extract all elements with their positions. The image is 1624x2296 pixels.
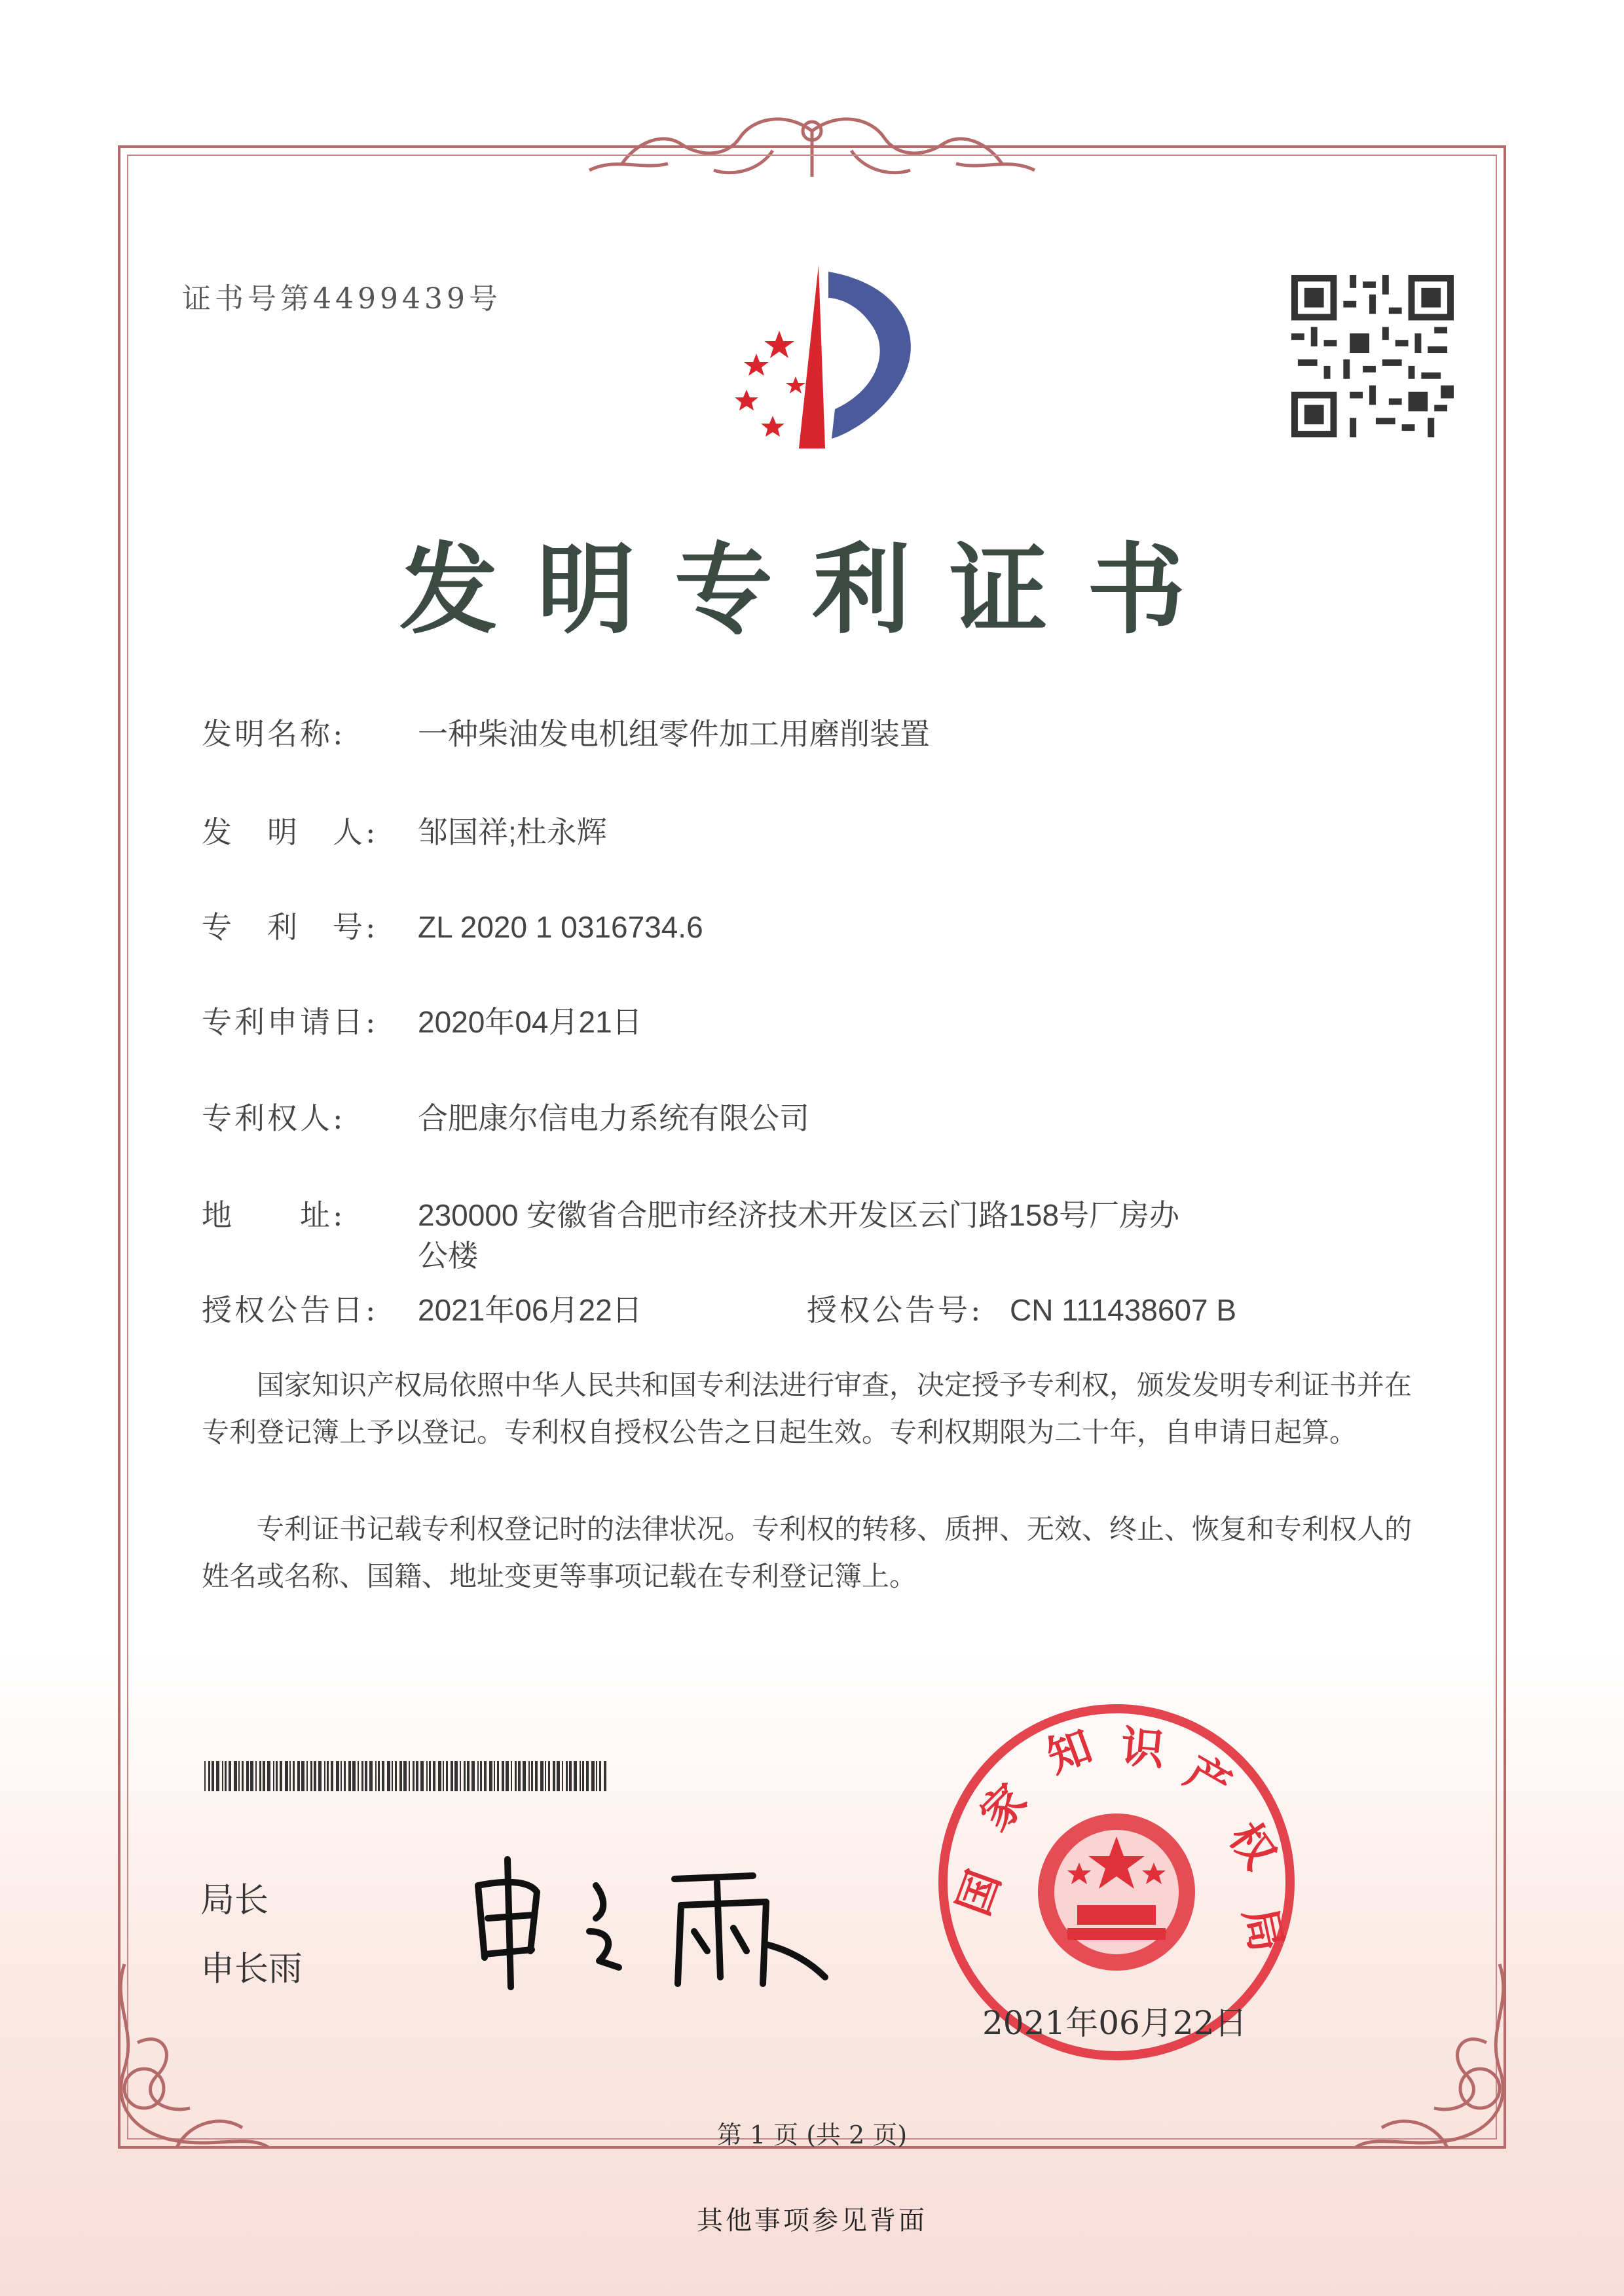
field-value: 一种柴油发电机组零件加工用磨削装置 <box>418 717 930 751</box>
patent-office-logo <box>688 259 936 455</box>
field-value: 2021年06月22日 <box>418 1293 642 1327</box>
field-value: 邹国祥;杜永辉 <box>418 815 607 849</box>
svg-text:权: 权 <box>1219 1813 1285 1878</box>
svg-text:局: 局 <box>1234 1903 1293 1956</box>
field-label: 授权公告号: <box>807 1292 984 1328</box>
field-label: 专 利 号: <box>202 909 378 945</box>
field-value: 公楼 <box>418 1239 478 1273</box>
qr-code <box>1291 275 1454 437</box>
field-value: 2020年04月21日 <box>418 1005 642 1039</box>
director-name: 申长雨 <box>200 1950 303 1989</box>
certificate-number: 证书号第4499439号 <box>182 282 502 316</box>
field-label: 发明名称: <box>202 716 346 752</box>
field-label: 地 址: <box>202 1197 346 1233</box>
field-inventor <box>202 809 607 852</box>
svg-text:识: 识 <box>1118 1721 1167 1776</box>
field-label: 专利申请日: <box>202 1004 378 1040</box>
statement-paragraph-2: 专利证书记载专利权登记时的法律状况。专利权的转移、质押、无效、终止、恢复和专利权人的姓名或名称、国籍、地址变更等事项记载在专利登记簿上。 <box>202 1513 1412 1592</box>
seal-date: 2021年06月22日 <box>982 2004 1247 2042</box>
field-announcement-number <box>807 1286 1236 1330</box>
footer-note: 其他事项参见背面 <box>697 2206 927 2236</box>
field-value: CN 111438607 B <box>1010 1293 1237 1327</box>
field-value: ZL 2020 1 0316734.6 <box>418 910 703 944</box>
field-patentee <box>202 1095 809 1138</box>
field-value: 合肥康尔信电力系统有限公司 <box>418 1101 809 1135</box>
field-label: 授权公告日: <box>202 1292 378 1328</box>
field-application-date <box>202 998 642 1042</box>
statement-paragraph-1: 国家知识产权局依照中华人民共和国专利法进行审查，决定授予专利权，颁发发明专利证书并在专利登记簿上予以登记。专利权自授权公告之日起生效。专利权期限为二十年，自申请日起算。 <box>202 1369 1412 1448</box>
field-grant-date <box>202 1286 642 1330</box>
field-label: 发 明 人: <box>202 814 378 850</box>
field-address-continued <box>418 1232 478 1275</box>
field-label: 专利权人: <box>202 1101 346 1136</box>
certificate-title: 发明专利证书 <box>399 534 1225 647</box>
field-address <box>202 1192 1179 1235</box>
director-signature <box>458 1846 838 1997</box>
svg-text:国: 国 <box>948 1864 1010 1922</box>
svg-text:家: 家 <box>970 1774 1037 1841</box>
svg-text:产: 产 <box>1177 1746 1240 1812</box>
svg-text:知: 知 <box>1041 1721 1099 1783</box>
field-patent-number <box>202 903 703 947</box>
page-number: 第 1 页 (共 2 页) <box>716 2121 908 2149</box>
director-title: 局长 <box>200 1881 269 1920</box>
barcode <box>204 1761 610 1791</box>
field-value: 230000 安徽省合肥市经济技术开发区云门路158号厂房办 <box>418 1198 1180 1232</box>
field-invention-name <box>202 710 930 754</box>
